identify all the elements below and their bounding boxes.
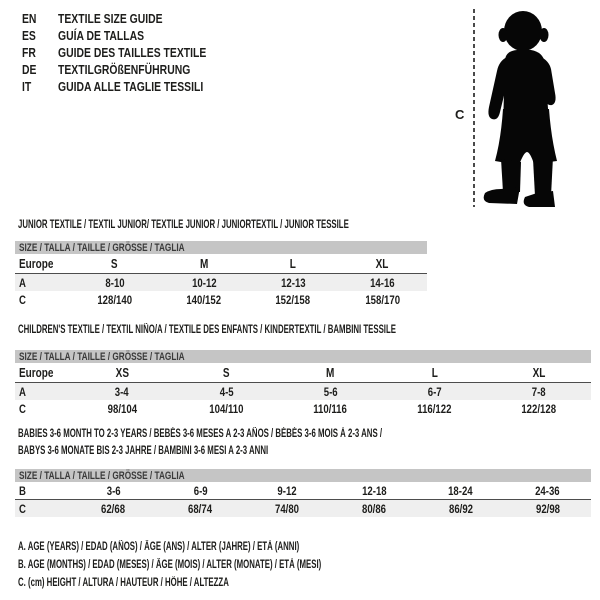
row-label-cell-text: A: [19, 384, 26, 399]
row-label-cell-text: C: [19, 401, 26, 416]
size-col-header: [487, 363, 591, 382]
size-header-row: [15, 254, 427, 273]
junior-size-table: [15, 241, 427, 308]
table-cell-text: 152/158: [275, 292, 311, 307]
row-label-cell: [15, 254, 70, 273]
table-cell: [278, 400, 382, 417]
table-cell-text: 6-9: [193, 483, 208, 498]
table-cell-text: 68/74: [188, 501, 213, 516]
table-cell-text: 104/110: [209, 401, 244, 416]
table-cell-text: 12-18: [361, 483, 387, 498]
table-cell-text: 122/128: [521, 401, 557, 416]
section-children-textile: [15, 322, 591, 417]
size-col-header: [278, 363, 382, 382]
table-header-bar: [15, 350, 591, 363]
section-title: CHILDREN'S TEXTILE / TEXTIL NIÑO/A / TEXTILE DES ENFANTS / KINDERTEXTIL / BAMBINI TESSILE: [18, 324, 396, 336]
size-col-header-text: XL: [532, 365, 546, 380]
table-cell-text: 62/68: [101, 501, 126, 516]
table-cell-text: 92/98: [535, 501, 560, 516]
row-label-cell: [15, 291, 70, 308]
row-label-cell: [15, 500, 70, 517]
table-cell: [70, 274, 159, 291]
row-label-cell-text: C: [19, 501, 26, 516]
size-col-header-text: M: [326, 365, 335, 380]
size-col-header: [383, 363, 487, 382]
table-cell: [159, 274, 248, 291]
section-junior-textile: [15, 217, 427, 308]
table-cell-text: 6-7: [427, 384, 442, 399]
table-cell-text: 74/80: [275, 501, 300, 516]
legend-line-age-years: A. AGE (YEARS) / EDAD (AÑOS) / ÂGE (ANS) / ALTER (JAHRE) / ETÀ (ANNI): [18, 541, 300, 553]
size-col-header: [70, 363, 174, 382]
size-header-row: [15, 363, 591, 382]
table-cell-text: 98/104: [107, 401, 137, 416]
height-dashed-line: [472, 9, 476, 207]
table-cell: [383, 400, 487, 417]
table-cell-text: 12-13: [280, 275, 306, 290]
table-cell: [278, 383, 382, 400]
table-cell-text: 140/152: [186, 292, 222, 307]
table-cell-text: 24-36: [535, 483, 560, 498]
language-label: TEXTILGRÖßENFÜHRUNG: [58, 62, 191, 77]
size-col-header-text: L: [290, 256, 297, 271]
height-marker-label: C: [455, 107, 465, 122]
table-cell: [504, 500, 591, 517]
toddler-silhouette-icon: [481, 9, 571, 209]
table-cell-text: 10-12: [191, 275, 217, 290]
table-cell: [487, 400, 591, 417]
size-col-header-text: S: [222, 365, 230, 380]
table-header-bar-text: SIZE / TALLA / TAILLE / GRÖSSE / TAGLIA: [19, 241, 185, 254]
language-label: TEXTILE SIZE GUIDE: [58, 11, 163, 26]
table-cell: [338, 274, 427, 291]
table-cell-text: 110/116: [313, 401, 348, 416]
table-cell: [417, 482, 504, 499]
table-cell-text: 8-10: [105, 275, 125, 290]
language-code: ES: [22, 28, 36, 43]
table-cell: [249, 274, 338, 291]
language-row: [22, 10, 206, 27]
table-cell-text: 7-8: [531, 384, 546, 399]
size-col-header-text: M: [199, 256, 209, 271]
size-col-header-text: XL: [375, 256, 389, 271]
table-cell: [244, 482, 331, 499]
table-cell: [70, 500, 157, 517]
legend-line-height: C. (cm) HEIGHT / ALTURA / HAUTEUR / HÖHE / ALTEZZA: [18, 577, 229, 589]
language-label: GUÍA DE TALLAS: [58, 28, 145, 43]
table-cell: [157, 500, 244, 517]
size-col-header: [159, 254, 248, 273]
table-row-C: [15, 400, 591, 417]
row-label-cell: [15, 482, 70, 499]
legend-line-age-months: B. AGE (MONTHS) / EDAD (MESES) / ÂGE (MOIS) / ALTER (MONATE) / ETÀ (MESI): [18, 559, 322, 571]
table-cell-text: 128/140: [97, 292, 132, 307]
row-label-cell-text: B: [19, 483, 26, 498]
row-label-cell: [15, 400, 70, 417]
table-header-bar-text: SIZE / TALLA / TAILLE / GRÖSSE / TAGLIA: [19, 350, 185, 363]
table-cell: [70, 291, 159, 308]
row-label-cell: [15, 274, 70, 291]
section-title: BABYS 3-6 MONATE BIS 2-3 JAHRE / BAMBINI 3-6 MESI A 2-3 ANNI: [18, 445, 269, 457]
language-guide: [22, 10, 252, 95]
table-cell-text: 86/92: [448, 501, 473, 516]
language-code: IT: [22, 79, 32, 94]
table-row-A: [15, 274, 427, 291]
table-cell: [331, 482, 418, 499]
section-babies-textile: [15, 426, 591, 517]
language-row: [22, 27, 206, 44]
children-size-table: [15, 350, 591, 417]
row-label-cell: [15, 383, 70, 400]
table-cell: [70, 482, 157, 499]
table-row-B: [15, 482, 591, 499]
babies-size-table: [15, 469, 591, 517]
section-title: JUNIOR TEXTILE / TEXTIL JUNIOR/ TEXTILE JUNIOR / JUNIORTEXTIL / JUNIOR TESSILE: [18, 219, 349, 231]
language-row: [22, 78, 206, 95]
table-cell: [417, 500, 504, 517]
table-cell-text: 80/86: [361, 501, 386, 516]
table-cell: [383, 383, 487, 400]
table-row-A: [15, 383, 591, 400]
table-cell: [249, 291, 338, 308]
table-cell: [244, 500, 331, 517]
table-cell-text: 3-4: [115, 384, 130, 399]
legend: [18, 538, 464, 592]
table-cell-text: 116/122: [417, 401, 452, 416]
table-row-C: [15, 291, 427, 308]
language-code: DE: [22, 62, 37, 77]
size-col-header: [249, 254, 338, 273]
table-cell-text: 3-6: [106, 483, 121, 498]
table-cell: [174, 383, 278, 400]
language-code: FR: [22, 45, 36, 60]
table-cell: [70, 383, 174, 400]
table-cell: [157, 482, 244, 499]
table-cell-text: 4-5: [219, 384, 234, 399]
row-label-cell-text: Europe: [19, 365, 54, 380]
table-cell: [504, 482, 591, 499]
table-cell-text: 158/170: [365, 292, 400, 307]
table-header-bar: [15, 241, 427, 254]
table-cell: [159, 291, 248, 308]
language-code: EN: [22, 11, 37, 26]
table-cell-text: 14-16: [370, 275, 395, 290]
table-header-bar: [15, 469, 591, 482]
row-label-cell-text: C: [19, 292, 26, 307]
section-title: BABIES 3-6 MONTH TO 2-3 YEARS / BEBÉS 3-6 MESES A 2-3 AÑOS / BÉBÉS 3-6 MOIS À 2-3 ANS /: [18, 428, 383, 440]
table-cell-text: 18-24: [448, 483, 474, 498]
language-label: GUIDA ALLE TAGLIE TESSILI: [58, 79, 204, 94]
table-cell: [338, 291, 427, 308]
table-cell: [487, 383, 591, 400]
table-cell: [174, 400, 278, 417]
table-cell-text: 9-12: [277, 483, 297, 498]
size-col-header: [174, 363, 278, 382]
row-label-cell-text: A: [19, 275, 26, 290]
table-cell: [70, 400, 174, 417]
language-label: GUIDE DES TAILLES TEXTILE: [58, 45, 207, 60]
size-col-header: [70, 254, 159, 273]
size-col-header-text: XS: [115, 365, 129, 380]
table-cell: [331, 500, 418, 517]
table-row-C: [15, 500, 591, 517]
language-row: [22, 44, 206, 61]
size-col-header-text: L: [431, 365, 438, 380]
size-col-header-text: S: [111, 256, 118, 271]
row-label-cell: [15, 363, 70, 382]
language-row: [22, 61, 206, 78]
row-label-cell-text: Europe: [19, 256, 54, 271]
table-header-bar-text: SIZE / TALLA / TAILLE / GRÖSSE / TAGLIA: [19, 469, 185, 482]
table-cell-text: 5-6: [323, 384, 338, 399]
size-col-header: [338, 254, 427, 273]
